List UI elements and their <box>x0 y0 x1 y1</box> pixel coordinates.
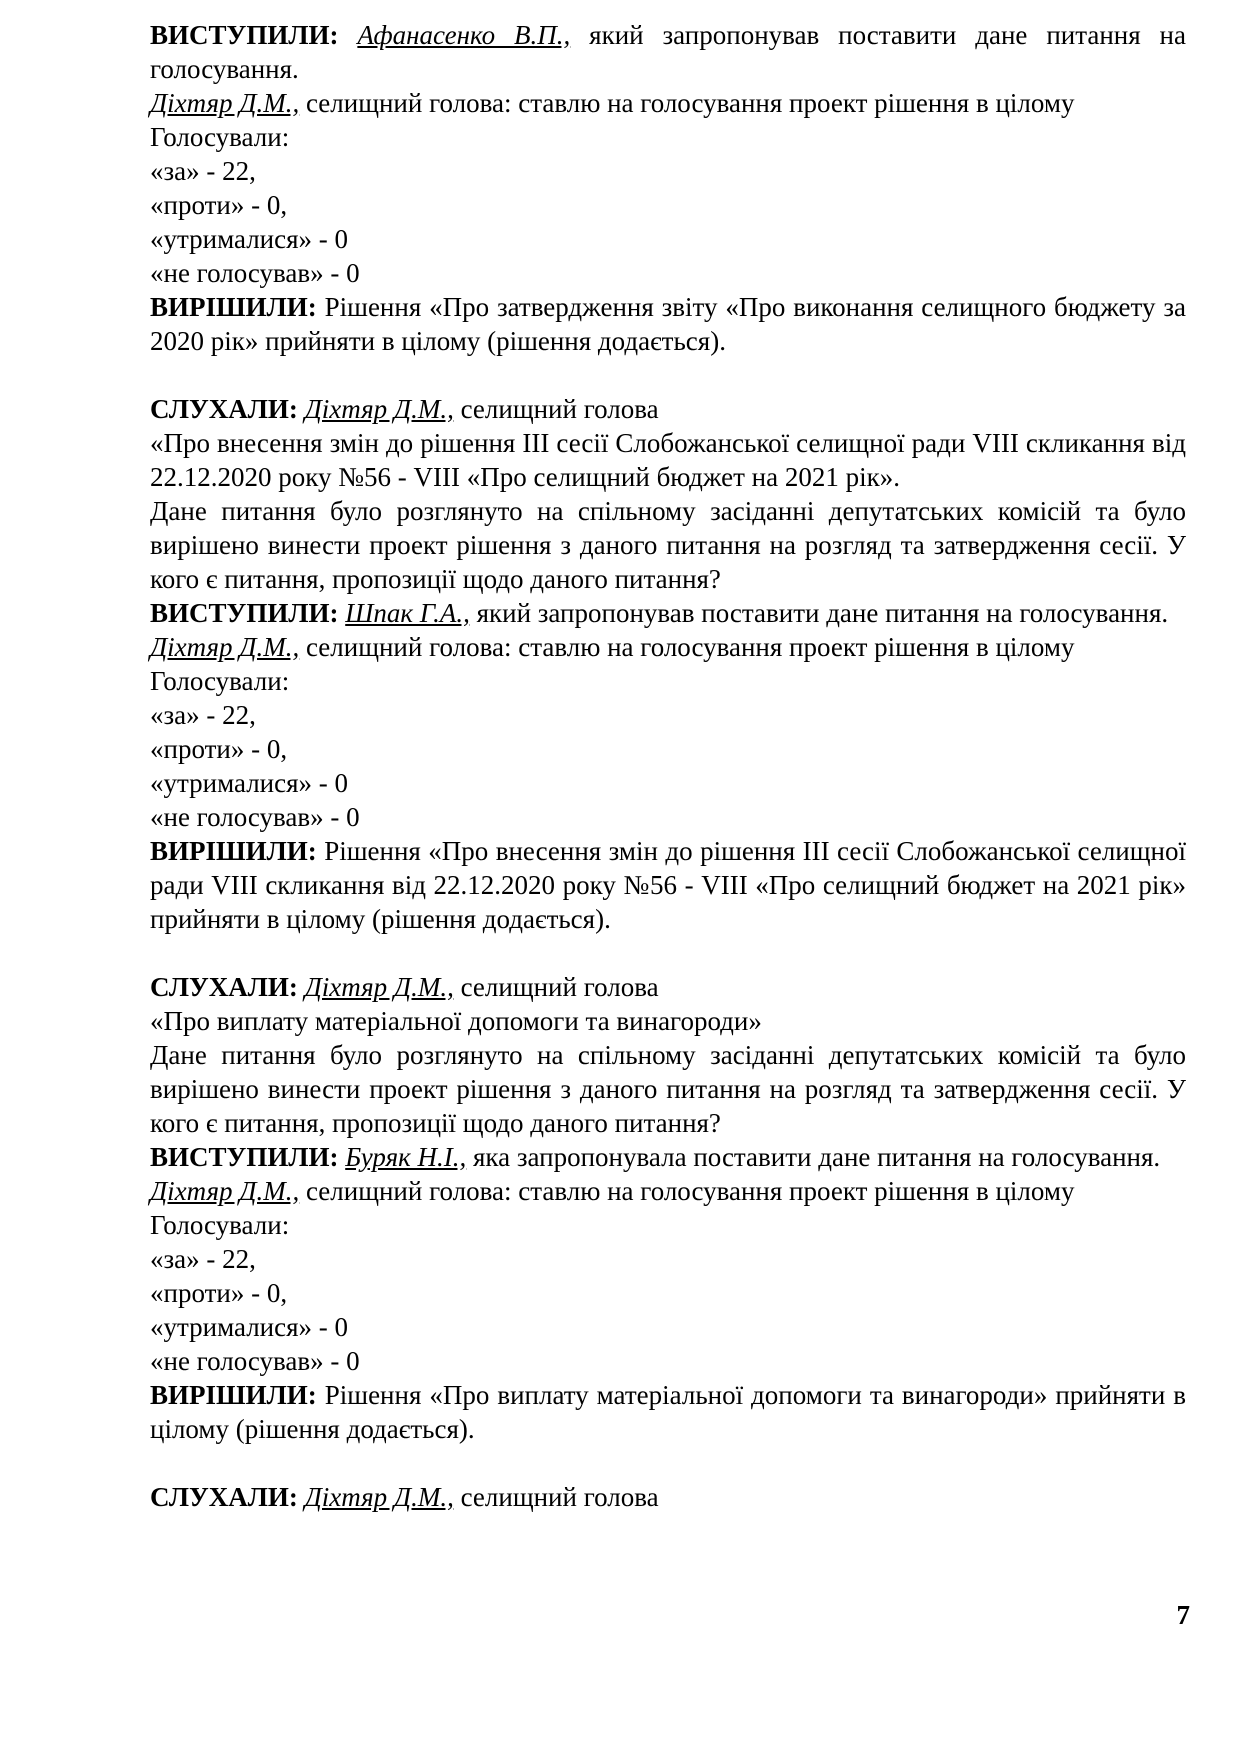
vote-against: «проти» - 0, <box>150 190 288 220</box>
document-page <box>150 18 1186 1514</box>
page-number: 7 <box>1176 1600 1190 1630</box>
chair-text: селищний голова: ставлю на голосування проект рішення в цілому <box>305 1176 1075 1206</box>
chair-name: Діхтяр Д.М., <box>150 632 300 662</box>
heard-role: селищний голова <box>460 394 659 424</box>
chair-paragraph <box>150 86 1186 120</box>
decided-label: ВИРІШИЛИ: <box>150 292 317 322</box>
speaker-name: Шпак Г.А., <box>345 598 470 628</box>
chair-name: Діхтяр Д.М., <box>150 88 300 118</box>
vote-title: Голосували: <box>150 666 290 696</box>
decided-label: ВИРІШИЛИ: <box>150 836 317 866</box>
heard-paragraph <box>150 1480 1186 1514</box>
heard-label: СЛУХАЛИ: <box>150 1482 298 1512</box>
spoke-label: ВИСТУПИЛИ: <box>150 598 339 628</box>
spacer <box>150 358 1186 392</box>
chair-text: селищний голова: ставлю на голосування проект рішення в цілому <box>305 88 1075 118</box>
chair-paragraph <box>150 1174 1186 1208</box>
discussion: Дане питання було розглянуто на спільному засіданні депутатських комісій та було вирішено винести проект рішення з даного питання на розгляд та затвердження сесії. У кого є питання, пропозиції щодо даного питання? <box>150 1040 1186 1138</box>
heard-paragraph <box>150 392 1186 426</box>
spoke-label: ВИСТУПИЛИ: <box>150 20 339 50</box>
heard-label: СЛУХАЛИ: <box>150 972 298 1002</box>
decided-text: Рішення «Про затвердження звіту «Про виконання селищного бюджету за 2020 рік» прийняти в цілому (рішення додається). <box>150 292 1186 356</box>
spoke-paragraph <box>150 1140 1186 1174</box>
decided-text: Рішення «Про виплату матеріальної допомоги та винагороди» прийняти в цілому (рішення додається). <box>150 1380 1187 1444</box>
heard-paragraph <box>150 970 1186 1004</box>
spoke-paragraph <box>150 18 1186 86</box>
vote-for: «за» - 22, <box>150 1244 256 1274</box>
spoke-label: ВИСТУПИЛИ: <box>150 1142 339 1172</box>
vote-for: «за» - 22, <box>150 700 256 730</box>
vote-none: «не голосував» - 0 <box>150 1346 360 1376</box>
vote-title: Голосували: <box>150 1210 290 1240</box>
decided-paragraph <box>150 1378 1186 1446</box>
heard-name: Діхтяр Д.М., <box>304 972 454 1002</box>
agenda-item-budget-amendment <box>150 392 1186 936</box>
agenda-item-budget-report <box>150 18 1186 358</box>
heard-name: Діхтяр Д.М., <box>304 394 454 424</box>
spoke-text: яка запропонувала поставити дане питання на голосування. <box>473 1142 1161 1172</box>
agenda-item-material-aid <box>150 970 1186 1446</box>
heard-label: СЛУХАЛИ: <box>150 394 298 424</box>
vote-for: «за» - 22, <box>150 156 256 186</box>
discussion: Дане питання було розглянуто на спільному засіданні депутатських комісій та було вирішено винести проект рішення з даного питання на розгляд та затвердження сесії. У кого є питання, пропозиції щодо даного питання? <box>150 496 1186 594</box>
heard-name: Діхтяр Д.М., <box>304 1482 454 1512</box>
spacer <box>150 1446 1186 1480</box>
agenda-item-next <box>150 1480 1186 1514</box>
speaker-name: Буряк Н.І., <box>345 1142 467 1172</box>
heard-role: селищний голова <box>460 972 659 1002</box>
vote-none: «не голосував» - 0 <box>150 258 360 288</box>
chair-text: селищний голова: ставлю на голосування проект рішення в цілому <box>305 632 1075 662</box>
vote-none: «не голосував» - 0 <box>150 802 360 832</box>
vote-abstain: «утрималися» - 0 <box>150 224 349 254</box>
decided-paragraph <box>150 290 1186 358</box>
topic: «Про внесення змін до рішення ІІІ сесії Слобожанської селищної ради VIII скликання від 22.12.2020 року №56 - VIII «Про селищний бюджет на 2021 рік». <box>150 428 1186 492</box>
speaker-name: Афанасенко В.П., <box>357 20 571 50</box>
spoke-text: який запропонував поставити дане питання на голосування. <box>476 598 1169 628</box>
chair-paragraph <box>150 630 1186 664</box>
vote-against: «проти» - 0, <box>150 1278 288 1308</box>
spoke-paragraph <box>150 596 1186 630</box>
topic: «Про виплату матеріальної допомоги та винагороди» <box>150 1006 762 1036</box>
vote-against: «проти» - 0, <box>150 734 288 764</box>
vote-title: Голосували: <box>150 122 290 152</box>
spacer <box>150 936 1186 970</box>
decided-paragraph <box>150 834 1186 936</box>
vote-abstain: «утрималися» - 0 <box>150 768 349 798</box>
decided-text: Рішення «Про внесення змін до рішення ІІІ сесії Слобожанської селищної ради VIII скликання від 22.12.2020 року №56 - VIII «Про селищний бюджет на 2021 рік» прийняти в цілому (рішення додається). <box>150 836 1186 934</box>
spoke-text: який запропонував поставити дане питання на голосування. <box>150 20 1186 84</box>
chair-name: Діхтяр Д.М., <box>150 1176 300 1206</box>
vote-abstain: «утрималися» - 0 <box>150 1312 349 1342</box>
heard-role: селищний голова <box>460 1482 659 1512</box>
decided-label: ВИРІШИЛИ: <box>150 1380 317 1410</box>
